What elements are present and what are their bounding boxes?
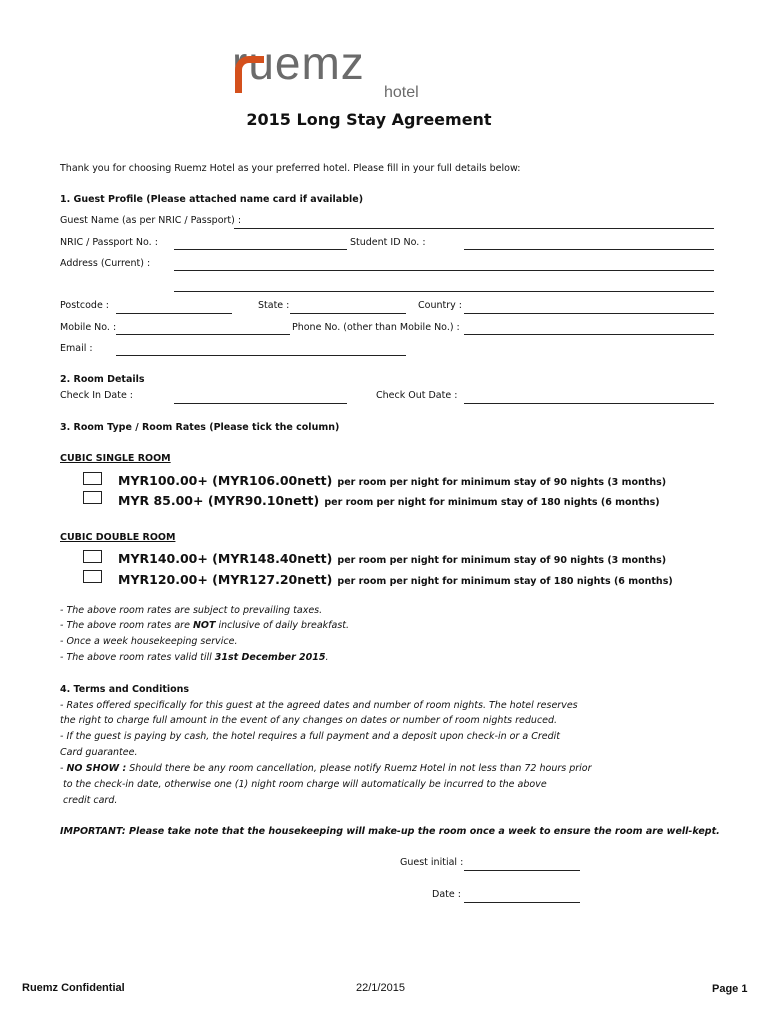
note-housekeeping: - Once a week housekeeping service. bbox=[60, 636, 238, 647]
email-field[interactable] bbox=[116, 355, 406, 356]
terms-line-4: Card guarantee. bbox=[60, 747, 138, 758]
terms-line-3: - If the guest is paying by cash, the hotel requires a full payment and a deposit upon check-in or a Credit bbox=[60, 731, 560, 742]
double-rate-2-checkbox[interactable] bbox=[83, 570, 102, 583]
footer-page-number: Page 1 bbox=[712, 983, 748, 995]
address-field-1[interactable] bbox=[174, 270, 714, 271]
single-rate-1 bbox=[118, 470, 666, 489]
double-rate-2-price: MYR120.00+ (MYR127.20nett) bbox=[118, 572, 333, 587]
date-field[interactable] bbox=[464, 902, 580, 903]
double-rate-2-desc: per room per night for minimum stay of 180 nights (6 months) bbox=[337, 576, 673, 587]
student-id-field[interactable] bbox=[464, 249, 714, 250]
single-rate-2 bbox=[118, 490, 660, 509]
terms-line-2: the right to charge full amount in the event of any changes on dates or number of room nights reduced. bbox=[60, 715, 558, 726]
note-validity-date: 31st December 2015 bbox=[214, 652, 326, 663]
single-rate-2-checkbox[interactable] bbox=[83, 491, 102, 504]
address-label: Address (Current) : bbox=[60, 258, 151, 269]
hotel-logo bbox=[232, 37, 432, 104]
logo-accent-mark bbox=[235, 56, 264, 93]
student-id-label: Student ID No. : bbox=[350, 237, 426, 248]
guest-initial-field[interactable] bbox=[464, 870, 580, 871]
phone-field[interactable] bbox=[464, 334, 714, 335]
guest-name-field[interactable] bbox=[234, 228, 714, 229]
check-out-field[interactable] bbox=[464, 403, 714, 404]
guest-initial-label: Guest initial : bbox=[400, 857, 464, 868]
page-title: 2015 Long Stay Agreement bbox=[246, 110, 492, 129]
terms-line-1: - Rates offered specifically for this guest at the agreed dates and number of room nights. The hotel reserves bbox=[60, 700, 578, 711]
country-label: Country : bbox=[418, 300, 462, 311]
double-rate-1 bbox=[118, 548, 666, 567]
terms-line-6: to the check-in date, otherwise one (1) night room charge will automatically be incurred to the above bbox=[63, 779, 547, 790]
guest-name-label: Guest Name (as per NRIC / Passport) : bbox=[60, 215, 242, 226]
check-in-label: Check In Date : bbox=[60, 390, 134, 401]
note-validity-a: - The above room rates valid till bbox=[60, 652, 215, 663]
double-rate-1-price: MYR140.00+ (MYR148.40nett) bbox=[118, 551, 333, 566]
postcode-label: Postcode : bbox=[60, 300, 110, 311]
important-note: IMPORTANT: Please take note that the housekeeping will make-up the room once a week to ensure the room are well-kept. bbox=[60, 826, 720, 837]
terms-line-7: credit card. bbox=[63, 795, 118, 806]
state-field[interactable] bbox=[290, 313, 406, 314]
country-field[interactable] bbox=[464, 313, 714, 314]
note-validity bbox=[60, 652, 329, 664]
single-room-label: CUBIC SINGLE ROOM bbox=[60, 453, 171, 464]
nric-field[interactable] bbox=[174, 249, 347, 250]
single-rate-1-desc: per room per night for minimum stay of 90 nights (3 months) bbox=[337, 477, 667, 488]
terms-line-5-a: - bbox=[60, 763, 67, 774]
logo-sub: hotel bbox=[384, 84, 419, 101]
single-rate-1-price: MYR100.00+ (MYR106.00nett) bbox=[118, 473, 333, 488]
note-breakfast-not: NOT bbox=[192, 620, 216, 631]
intro-text: Thank you for choosing Ruemz Hotel as your preferred hotel. Please fill in your full details below: bbox=[60, 163, 521, 174]
state-label: State : bbox=[258, 300, 290, 311]
single-rate-1-checkbox[interactable] bbox=[83, 472, 102, 485]
mobile-field[interactable] bbox=[116, 334, 290, 335]
terms-line-5-c: Should there be any room cancellation, please notify Ruemz Hotel in not less than 72 hours prior bbox=[126, 763, 592, 774]
double-rate-1-desc: per room per night for minimum stay of 90 nights (3 months) bbox=[337, 555, 667, 566]
mobile-label: Mobile No. : bbox=[60, 322, 117, 333]
check-out-label: Check Out Date : bbox=[376, 390, 458, 401]
terms-line-5 bbox=[60, 763, 592, 775]
email-label: Email : bbox=[60, 343, 93, 354]
postcode-field[interactable] bbox=[116, 313, 232, 314]
date-label: Date : bbox=[432, 889, 461, 900]
double-rate-1-checkbox[interactable] bbox=[83, 550, 102, 563]
note-breakfast-c: inclusive of daily breakfast. bbox=[215, 620, 350, 631]
double-rate-2 bbox=[118, 569, 673, 588]
check-in-field[interactable] bbox=[174, 403, 347, 404]
nric-label: NRIC / Passport No. : bbox=[60, 237, 158, 248]
note-breakfast-a: - The above room rates are bbox=[60, 620, 193, 631]
footer-date: 22/1/2015 bbox=[356, 982, 405, 994]
section1-heading: 1. Guest Profile (Please attached name card if available) bbox=[60, 194, 364, 205]
single-rate-2-desc: per room per night for minimum stay of 180 nights (6 months) bbox=[324, 497, 660, 508]
footer-confidential: Ruemz Confidential bbox=[22, 982, 125, 994]
double-room-label: CUBIC DOUBLE ROOM bbox=[60, 532, 176, 543]
section4-heading: 4. Terms and Conditions bbox=[60, 684, 190, 695]
address-field-2[interactable] bbox=[174, 291, 714, 292]
section2-heading: 2. Room Details bbox=[60, 374, 145, 385]
single-rate-2-price: MYR 85.00+ (MYR90.10nett) bbox=[118, 493, 320, 508]
phone-label: Phone No. (other than Mobile No.) : bbox=[292, 322, 460, 333]
logo-brand: ruemz bbox=[232, 37, 365, 89]
note-validity-c: . bbox=[325, 652, 329, 663]
note-breakfast bbox=[60, 620, 349, 632]
terms-no-show: NO SHOW : bbox=[66, 763, 127, 774]
note-taxes: - The above room rates are subject to prevailing taxes. bbox=[60, 605, 323, 616]
section3-heading: 3. Room Type / Room Rates (Please tick the column) bbox=[60, 422, 340, 433]
